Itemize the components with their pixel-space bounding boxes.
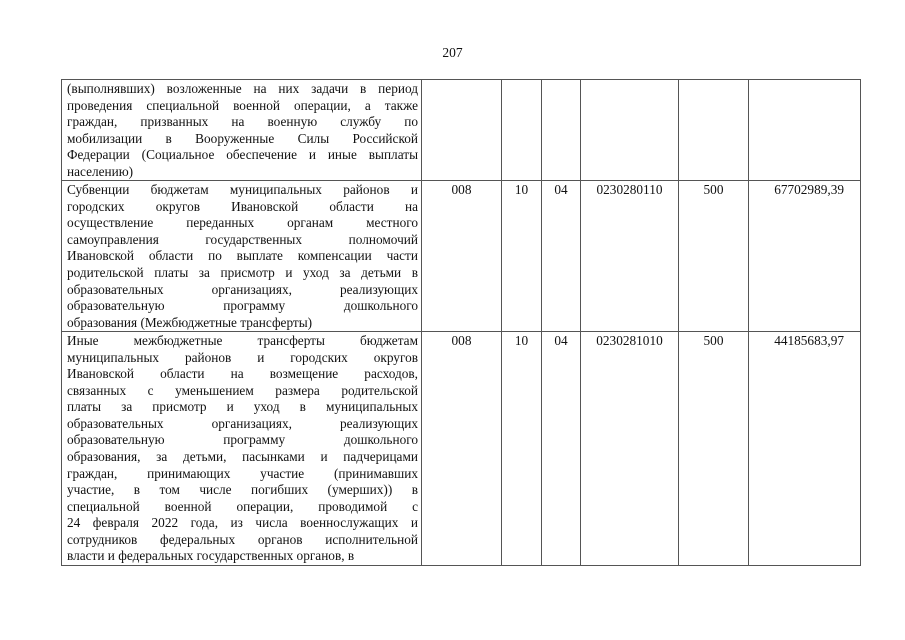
description-line: платы за присмотр и уход в муниципальных xyxy=(67,399,418,415)
description-line: осуществление переданных органам местного xyxy=(67,215,418,231)
description-line: образования, за детьми, пасынками и падчерицами xyxy=(67,449,418,465)
ministry-code-cell: 008 xyxy=(422,181,502,332)
description-line: населению) xyxy=(67,163,134,179)
description-line: родительской платы за присмотр и уход за детьми в xyxy=(67,265,418,281)
description-line: 24 февраля 2022 года, из числа военнослужащих и xyxy=(67,515,418,531)
description-line: (выполнявших) возложенные на них задачи в период xyxy=(67,81,418,96)
subsection-code-cell: 04 xyxy=(542,332,581,566)
description-line: специальной военной операции, проводимой с xyxy=(67,498,418,514)
description-line: образования (Межбюджетные трансферты) xyxy=(67,314,313,330)
budget-table-body xyxy=(62,80,861,566)
subsection-code-cell: 04 xyxy=(542,181,581,332)
description-line: власти и федеральных государственных органов, в xyxy=(67,548,355,564)
description-line: образовательную программу дошкольного xyxy=(67,432,418,448)
description-line: Ивановской области по выплате компенсации части xyxy=(67,248,418,264)
page-number: 207 xyxy=(442,45,463,60)
target-article-cell: 0230281010 xyxy=(581,332,679,566)
section-code-cell xyxy=(502,80,542,181)
description-line: сотрудников федеральных органов исполнительной xyxy=(67,531,418,547)
ministry-code-cell xyxy=(422,80,502,181)
description-cell xyxy=(62,332,422,566)
amount-cell xyxy=(749,80,861,181)
description-line: граждан, принимающих участие (принимавших xyxy=(67,465,418,481)
target-article-cell xyxy=(581,80,679,181)
description-line: Федерации (Социальное обеспечение и иные выплаты xyxy=(67,147,418,163)
amount-cell: 67702989,39 xyxy=(749,181,861,332)
description-cell xyxy=(62,80,422,181)
table-row xyxy=(62,80,861,181)
description-line: образовательных организациях, реализующих xyxy=(67,281,418,297)
section-code-cell: 10 xyxy=(502,181,542,332)
description-line: городских округов Ивановской области на xyxy=(67,198,418,214)
table-row xyxy=(62,332,861,566)
budget-table xyxy=(61,79,861,566)
section-code-cell: 10 xyxy=(502,332,542,566)
table-row xyxy=(62,181,861,332)
description-line: Ивановской области на возмещение расходов, xyxy=(67,366,418,382)
description-line: муниципальных районов и городских округов xyxy=(67,349,418,365)
subsection-code-cell xyxy=(542,80,581,181)
description-line: мобилизации в Вооруженные Силы Российской xyxy=(67,130,418,146)
description-line: связанных с уменьшением размера родительской xyxy=(67,382,418,398)
description-line: образовательную программу дошкольного xyxy=(67,298,418,314)
amount-cell: 44185683,97 xyxy=(749,332,861,566)
target-article-cell: 0230280110 xyxy=(581,181,679,332)
description-cell xyxy=(62,181,422,332)
description-line: проведения специальной военной операции, а также xyxy=(67,97,418,113)
expense-type-cell: 500 xyxy=(679,332,749,566)
description-line: граждан, призванных на военную службу по xyxy=(67,114,418,130)
description-line: образовательных организациях, реализующих xyxy=(67,415,418,431)
description-line: участие, в том числе погибших (умерших)) в xyxy=(67,482,418,498)
expense-type-cell: 500 xyxy=(679,181,749,332)
description-line: Субвенции бюджетам муниципальных районов и xyxy=(67,182,418,198)
description-line: Иные межбюджетные трансферты бюджетам xyxy=(67,333,418,349)
ministry-code-cell: 008 xyxy=(422,332,502,566)
expense-type-cell xyxy=(679,80,749,181)
description-line: самоуправления государственных полномочий xyxy=(67,231,418,247)
